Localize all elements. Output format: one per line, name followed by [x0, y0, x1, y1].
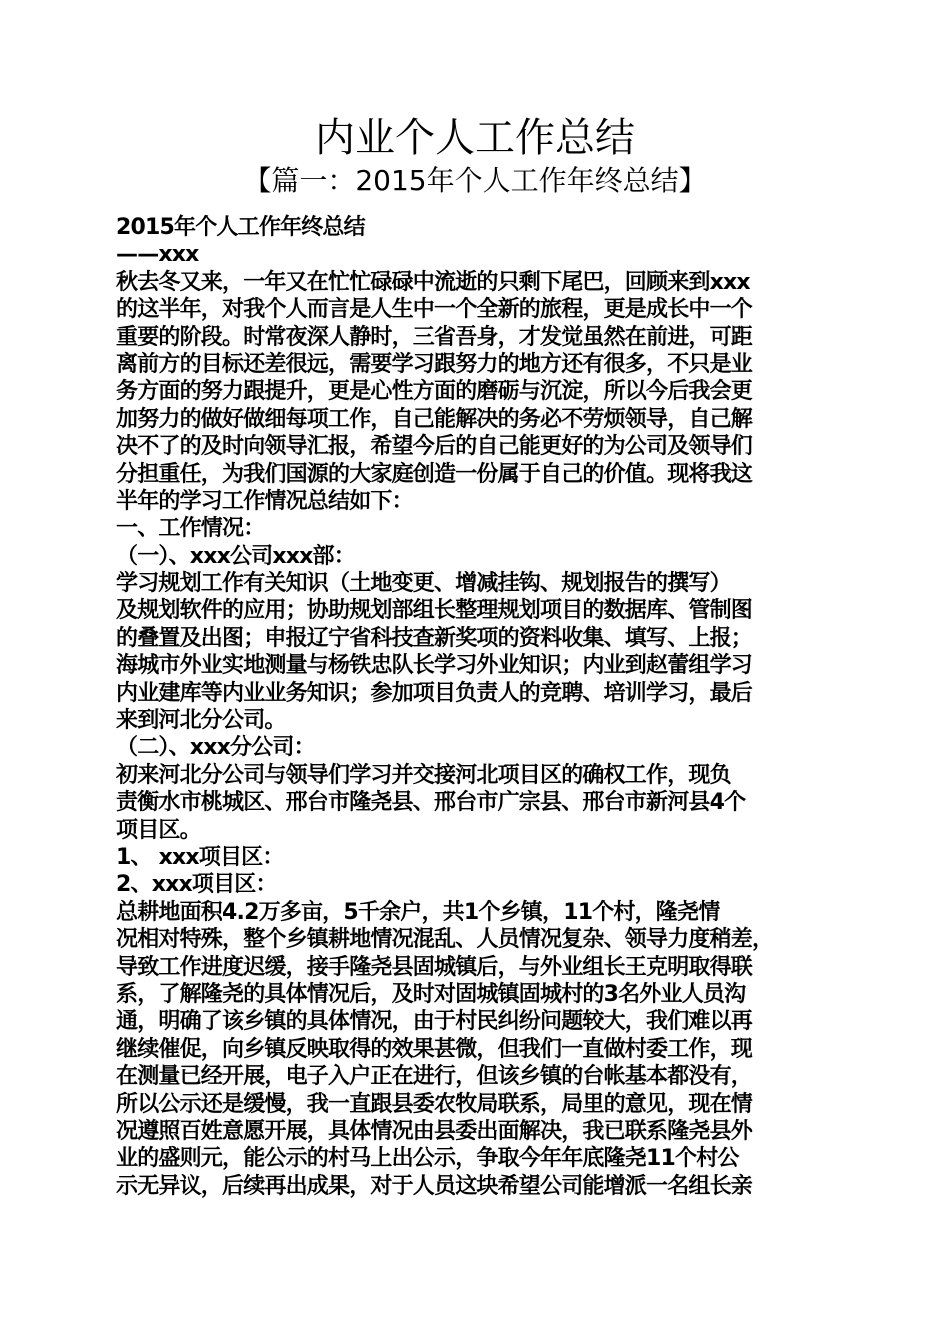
text-line: 况相对特殊，整个乡镇耕地情况混乱、人员情况复杂、领导力度稍差，	[116, 927, 774, 953]
text-line: 的叠置及出图；申报辽宁省科技查新奖项的资料收集、填写、上报；	[116, 625, 753, 651]
text-line: 离前方的目标还差很远，需要学习跟努力的地方还有很多，不只是业	[116, 351, 753, 377]
text-line: 2、xxx项目区：	[116, 872, 277, 898]
text-line: 通，明确了该乡镇的具体情况，由于村民纠纷问题较大，我们难以再	[116, 1009, 753, 1035]
text-line: 秋去冬又来，一年又在忙忙碌碌中流逝的只剩下尾巴，回顾来到xxx	[116, 269, 750, 295]
text-line: ——xxx	[116, 242, 199, 268]
text-line: 决不了的及时向领导汇报，希望今后的自己能更好的为公司及领导们	[116, 434, 753, 460]
document-title: 内业个人工作总结	[315, 115, 635, 161]
text-line: 示无异议，后续再出成果，对于人员这块希望公司能增派一名组长亲	[116, 1173, 753, 1199]
text-line: 的这半年，对我个人而言是人生中一个全新的旅程，更是成长中一个	[116, 297, 753, 323]
document-body	[116, 214, 840, 1200]
text-line: 总耕地面积4.2万多亩，5千余户，共1个乡镇，11个村，隆尧情	[116, 899, 720, 925]
text-line: 加努力的做好做细每项工作，自己能解决的务必不劳烦领导，自己解	[116, 406, 753, 432]
text-line: 来到河北分公司。	[116, 708, 286, 734]
text-line: 在测量已经开展，电子入户正在进行，但该乡镇的台帐基本都没有，	[116, 1064, 753, 1090]
text-line: 内业建库等内业业务知识；参加项目负责人的竞聘、培训学习，最后	[116, 680, 753, 706]
text-line: （一）、xxx公司xxx部：	[116, 543, 355, 569]
text-line: 分担重任，为我们国源的大家庭创造一份属于自己的价值。现将我这	[116, 461, 753, 487]
document-subtitle: 【篇一：2015年个人工作年终总结】	[243, 164, 707, 197]
text-line: 继续催促，向乡镇反映取得的效果甚微，但我们一直做村委工作，现	[116, 1036, 753, 1062]
text-line: 及规划软件的应用；协助规划部组长整理规划项目的数据库、管制图	[116, 598, 753, 624]
text-line: 重要的阶段。时常夜深人静时，三省吾身，才发觉虽然在前进，可距	[116, 324, 753, 350]
text-line: （二）、xxx分公司：	[116, 735, 315, 761]
text-line: 初来河北分公司与领导们学习并交接河北项目区的确权工作，现负	[116, 762, 731, 788]
text-line: 务方面的努力跟提升，更是心性方面的磨砺与沉淀，所以今后我会更	[116, 379, 753, 405]
text-line: 所以公示还是缓慢，我一直跟县委农牧局联系，局里的意见，现在情	[116, 1091, 753, 1117]
text-line: 海城市外业实地测量与杨铁忠队长学习外业知识；内业到赵蕾组学习	[116, 653, 753, 679]
text-line: 学习规划工作有关知识（土地变更、增减挂钩、规划报告的撰写）	[116, 571, 731, 597]
text-line: 况遵照百姓意愿开展，具体情况由县委出面解决，我已联系隆尧县外	[116, 1118, 753, 1144]
text-line: 半年的学习工作情况总结如下：	[116, 488, 413, 514]
text-line: 1、 xxx项目区：	[116, 844, 284, 870]
text-line: 导致工作进度迟缓，接手隆尧县固城镇后，与外业组长王克明取得联	[116, 954, 753, 980]
text-line: 2015年个人工作年终总结	[116, 215, 365, 240]
text-line: 责衡水市桃城区、邢台市隆尧县、邢台市广宗县、邢台市新河县4个	[116, 790, 746, 816]
text-line: 项目区。	[116, 817, 201, 843]
text-line: 一、工作情况：	[116, 516, 265, 542]
text-line: 业的盛则元，能公示的村马上出公示，争取今年年底隆尧11个村公	[116, 1146, 739, 1172]
text-line: 系，了解隆尧的具体情况后，及时对固城镇固城村的3名外业人员沟	[116, 981, 746, 1007]
